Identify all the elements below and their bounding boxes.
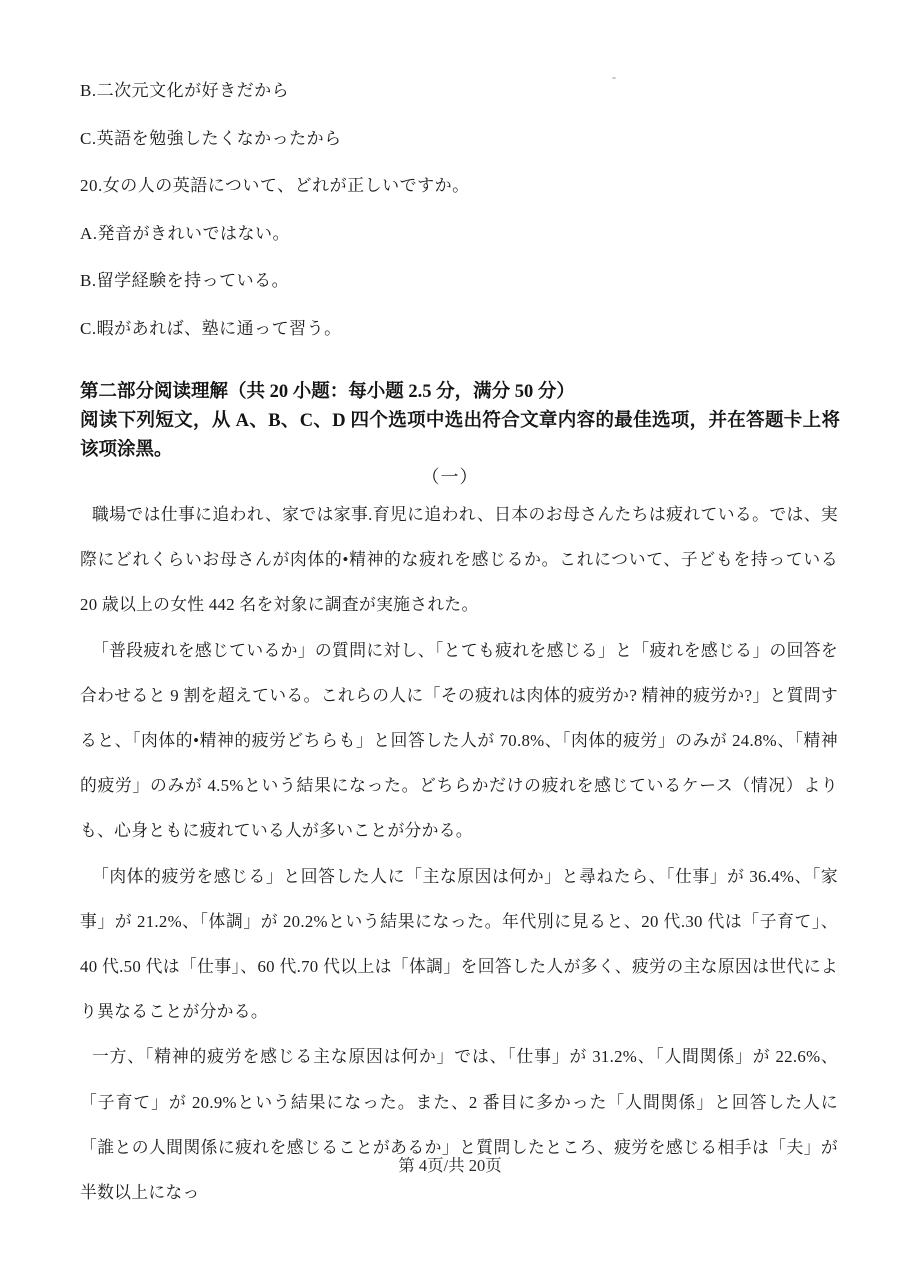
passage-paragraph: 「肉体的疲労を感じる」と回答した人に「主な原因は何か」と尋ねたら、「仕事」が 36.4%、「家事」が 21.2%、「体調」が 20.2%という結果になった。年代別に見ると、20 代.30 代は「子育て」、40 代.50 代は「仕事」、60 代.70 代以上は「体調」を回答した人が多く、疲労の主な原因は世代により異なることが分かる。 (80, 866, 838, 1022)
option-line: C.英語を勉強したくなかったから (80, 128, 342, 148)
listening-question-block (80, 67, 838, 353)
question-line: 20.女の人の英語について、どれが正しいですか。 (80, 176, 470, 196)
option-line: C.暇があれば、塾に通って習う。 (80, 318, 342, 338)
section-instructions: 阅读下列短文，从 A、B、C、D 四个选项中选出符合文章内容的最佳选项，并在答题卡上将该项涂黑。 (80, 410, 840, 460)
section-heading: 第二部分阅读理解（共 20 小题：每小题 2.5 分，满分 50 分） (80, 382, 575, 402)
passage-number-label: （一） (421, 467, 479, 487)
reading-section-header (80, 378, 840, 464)
option-line: B.留学経験を持っている。 (80, 271, 290, 291)
reading-passage (80, 492, 838, 1215)
passage-paragraph: 「普段疲れを感じているか」の質問に対し、「とても疲れを感じる」と「疲れを感じる」の回答を合わせると 9 割を超えている。これらの人に「その疲れは肉体的疲労か? 精神的疲労か?」と質問すると、「肉体的•精神的疲労どちらも」と回答した人が 70.8%、「肉体的疲労」のみが 24.8%、「精神的疲労」のみが 4.5%という結果になった。どちらかだけの疲れを感じているケース（情况）よりも、心身ともに疲れている人が多いことが分かる。 (80, 640, 838, 841)
option-line: B.二次元文化が好きだから (80, 81, 290, 100)
passage-paragraph: 一方、「精神的疲労を感じる主な原因は何か」では、「仕事」が 31.2%、「人間関係」が 22.6%、「子育て」が 20.9%という結果になった。また、2 番目に多かった「人間関係」と回答した人に「誰との人間関係に疲れを感じることがあるか」と質問したところ、疲労を感じる相手は「夫」が半数以上になっ (80, 1047, 838, 1203)
passage-paragraph: 職場では仕事に追われ、家では家事.育児に追われ、日本のお母さんたちは疲れている。では、実際にどれくらいお母さんが肉体的•精神的な疲れを感じるか。これについて、子どもを持っている 20 歳以上の女性 442 名を対象に調査が実施された。 (80, 505, 838, 615)
option-line: A.発音がきれいではない。 (80, 223, 291, 243)
page-number-footer: 第 4页/共 20页 (398, 1156, 502, 1175)
